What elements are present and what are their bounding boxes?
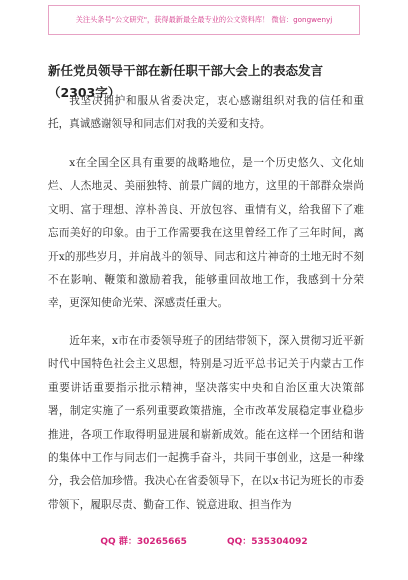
qq-group-label: QQ 群：30265665 <box>100 537 187 547</box>
qq-label: QQ：535304092 <box>226 537 308 547</box>
paragraph: 近年来，x市在市委领导班子的团结带领下，深入贯彻习近平新时代中国特色社会主义思想，特别是习近平总书记关于内蒙古工作重要讲话重要指示批示精神，坚决落实中央和自治区重大决策部署，制定实施了一系列重要政策措施，全市改革发展稳定事业稳步推进，各项工作取得明显进展和崭新成效。能在这样一个团结和谐的集体中工作与同志们一起携手奋斗，共同干事创业，这是一种缘分，我会倍加珍惜。我决心在省委领导下，在以x书记为班长的市委带领下，履职尽责、勤奋工作、锐意进取、担当作为 <box>48 335 364 511</box>
paragraph: x在全国全区具有重要的战略地位，是一个历史悠久、文化灿烂、人杰地灵、美丽独特、前景广阔的地方，这里的干部群众崇尚文明、富于理想、淳朴善良、开放包容、重情有义，给我留下了难忘而美好的印象。由于工作需要我在这里曾经工作了三年时间，离开x的那些岁月，并肩战斗的领导、同志和这片神奇的土地无时不刻不在影响、鞭策和激励着我，能够重回故地工作，我感到十分荣幸，更深知使命光荣、深感责任重大。 <box>48 157 364 310</box>
document-title: 新任党员领导干部在新任职干部大会上的表态发言（2303字） <box>48 63 324 100</box>
banner-text: 关注头条号"公文研究"，获得最新最全最专业的公文资料库！ 微信：gongwenyj <box>75 15 333 24</box>
footer-contact <box>0 534 408 552</box>
paragraph: 我坚决拥护和服从省委决定，衷心感谢组织对我的信任和重托，真诚感谢领导和同志们对我的关爱和支持。 <box>48 95 364 131</box>
header-banner <box>48 5 360 35</box>
